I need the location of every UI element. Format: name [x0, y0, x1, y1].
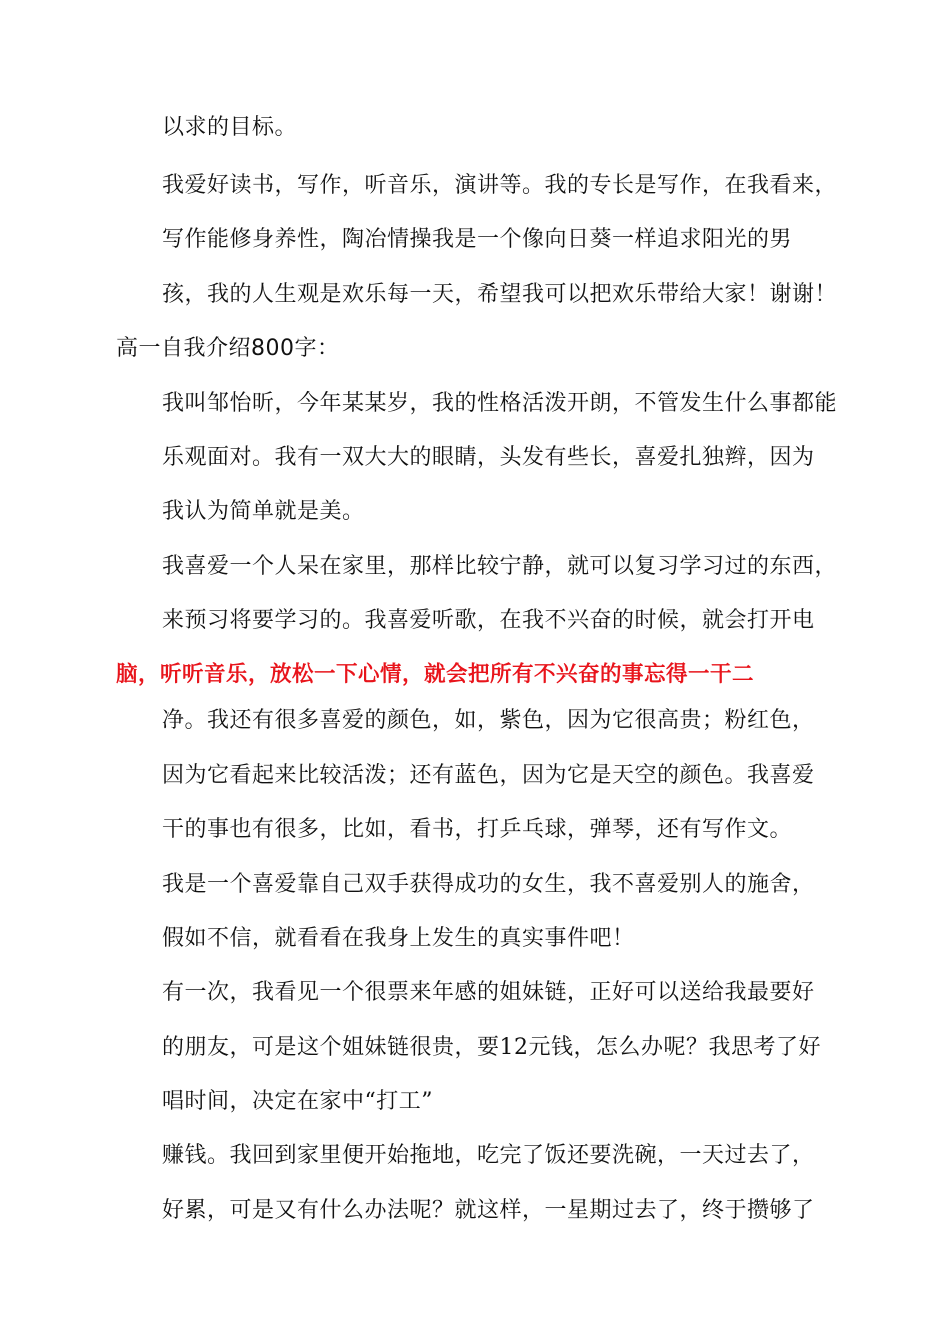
paragraph-line: 因为它看起来比较活泼；还有蓝色，因为它是天空的颜色。我喜爱: [162, 763, 815, 788]
paragraph-line: 我是一个喜爱靠自己双手获得成功的女生，我不喜爱别人的施舍，: [162, 872, 815, 897]
paragraph-line: 唱时间，决定在家中“打工”: [162, 1089, 433, 1114]
paragraph-line: 的朋友，可是这个姐妹链很贵，要12元钱，怎么办呢？我思考了好: [162, 1035, 821, 1060]
paragraph-line: 我叫邹怡昕，今年某某岁，我的性格活泼开朗，不管发生什么事都能: [162, 391, 838, 416]
paragraph-line: 赚钱。我回到家里便开始拖地，吃完了饭还要洗碗，一天过去了，: [162, 1143, 815, 1168]
paragraph-line: 净。我还有很多喜爱的颜色，如，紫色，因为它很高贵；粉红色，: [162, 708, 815, 733]
paragraph-line: 假如不信，就看看在我身上发生的真实事件吧！: [162, 926, 635, 951]
paragraph-line: 我喜爱一个人呆在家里，那样比较宁静，就可以复习学习过的东西，: [162, 554, 838, 579]
paragraph-line: 好累，可是又有什么办法呢？就这样，一星期过去了，终于攒够了: [162, 1198, 815, 1223]
paragraph-line: 乐观面对。我有一双大大的眼睛，头发有些长，喜爱扎独辫，因为: [162, 445, 815, 470]
paragraph-line: 我爱好读书，写作，听音乐，演讲等。我的专长是写作，在我看来，: [162, 173, 838, 198]
paragraph-line: 干的事也有很多，比如，看书，打乒乓球，弹琴，还有写作文。: [162, 817, 793, 842]
paragraph-line: 我认为简单就是美。: [162, 499, 365, 524]
paragraph-line: 来预习将要学习的。我喜爱听歌，在我不兴奋的时候，就会打开电: [162, 608, 815, 633]
paragraph-line: 写作能修身养性，陶冶情操我是一个像向日葵一样追求阳光的男: [162, 227, 793, 252]
paragraph-line: 以求的目标。: [162, 115, 298, 140]
paragraph-line: 有一次，我看见一个很票来年感的姐妹链，正好可以送给我最要好: [162, 980, 815, 1005]
section-heading: 高一自我介绍800字：: [116, 336, 340, 361]
highlighted-line: 脑，听听音乐，放松一下心情，就会把所有不兴奋的事忘得一干二: [116, 662, 755, 687]
paragraph-line: 孩，我的人生观是欢乐每一天，希望我可以把欢乐带给大家！谢谢！: [162, 282, 838, 307]
